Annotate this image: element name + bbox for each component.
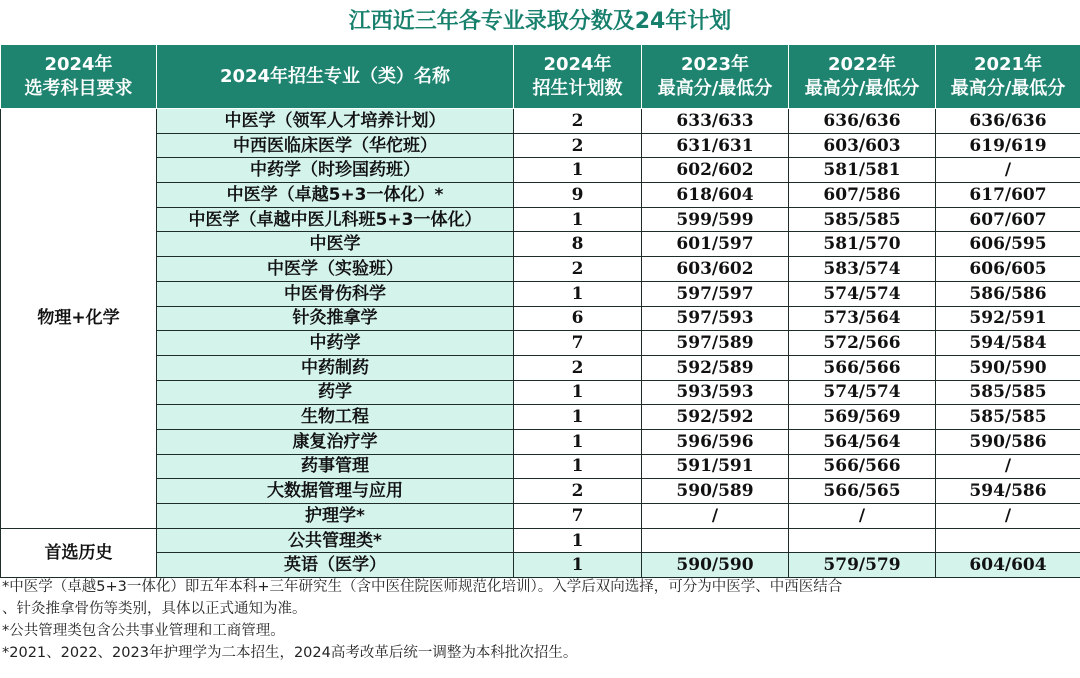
table-row	[1, 553, 1080, 578]
score-table	[0, 44, 1080, 578]
major-cell: 中药制药	[157, 355, 514, 380]
major-cell: 中医骨伤科学	[157, 281, 514, 306]
score-2023-cell: 590/590	[642, 553, 789, 578]
score-2023-cell: 602/602	[642, 158, 789, 183]
score-2021-cell: 594/586	[936, 479, 1080, 504]
footnote: *2021、2022、2023年护理学为二本招生，2024高考改革后统一调整为本科批次招生。	[2, 645, 578, 661]
header-2023: 2023年 最高分/最低分	[642, 45, 789, 109]
score-2023-cell: 633/633	[642, 109, 789, 134]
score-2022-cell: 607/586	[789, 183, 936, 208]
score-2021-cell: 590/590	[936, 355, 1080, 380]
major-cell: 中西医临床医学（华佗班）	[157, 133, 514, 158]
major-cell: 药事管理	[157, 454, 514, 479]
plan-count-cell: 7	[514, 331, 642, 356]
score-2021-cell: 590/586	[936, 429, 1080, 454]
score-2021-cell	[936, 528, 1080, 553]
score-2021-cell: 617/607	[936, 183, 1080, 208]
plan-count-cell: 1	[514, 207, 642, 232]
score-2023-cell: 603/602	[642, 257, 789, 282]
score-2023-cell	[642, 528, 789, 553]
table-row	[1, 429, 1080, 454]
major-cell: 生物工程	[157, 405, 514, 430]
score-2021-cell: 636/636	[936, 109, 1080, 134]
score-2023-cell: 591/591	[642, 454, 789, 479]
score-2021-cell: /	[936, 158, 1080, 183]
score-2023-cell: 590/589	[642, 479, 789, 504]
score-2021-cell: 585/585	[936, 405, 1080, 430]
score-2022-cell: /	[789, 504, 936, 529]
footnote: 、针灸推拿骨伤等类别，具体以正式通知为准。	[2, 601, 307, 617]
score-2023-cell: 592/592	[642, 405, 789, 430]
score-2023-cell: 597/589	[642, 331, 789, 356]
score-2023-cell: /	[642, 504, 789, 529]
footnote: *公共管理类包含公共事业管理和工商管理。	[2, 623, 285, 639]
score-2022-cell: 579/579	[789, 553, 936, 578]
plan-count-cell: 2	[514, 109, 642, 134]
score-2021-cell: 607/607	[936, 207, 1080, 232]
score-2021-cell: 586/586	[936, 281, 1080, 306]
header-row	[1, 45, 1080, 109]
plan-count-cell: 1	[514, 553, 642, 578]
major-cell: 中药学	[157, 331, 514, 356]
plan-count-cell: 1	[514, 158, 642, 183]
major-cell: 中医学（领军人才培养计划）	[157, 109, 514, 134]
table-row	[1, 281, 1080, 306]
plan-count-cell: 1	[514, 454, 642, 479]
table-row	[1, 355, 1080, 380]
table-body	[1, 109, 1080, 578]
table-row	[1, 158, 1080, 183]
table-row	[1, 454, 1080, 479]
table-row	[1, 232, 1080, 257]
plan-count-cell: 1	[514, 405, 642, 430]
score-2022-cell: 581/570	[789, 232, 936, 257]
major-cell: 康复治疗学	[157, 429, 514, 454]
major-cell: 中医学（实验班）	[157, 257, 514, 282]
plan-count-cell: 1	[514, 528, 642, 553]
score-2021-cell: /	[936, 504, 1080, 529]
score-2021-cell: 606/595	[936, 232, 1080, 257]
plan-count-cell: 1	[514, 429, 642, 454]
score-2021-cell: 594/584	[936, 331, 1080, 356]
score-2022-cell: 566/566	[789, 454, 936, 479]
table-row	[1, 331, 1080, 356]
table-row	[1, 257, 1080, 282]
major-cell: 药学	[157, 380, 514, 405]
score-2022-cell: 583/574	[789, 257, 936, 282]
score-2021-cell: 606/605	[936, 257, 1080, 282]
major-cell: 中医学（卓越中医儿科班5+3一体化）	[157, 207, 514, 232]
score-2023-cell: 597/593	[642, 306, 789, 331]
header-plan-count: 2024年 招生计划数	[514, 45, 642, 109]
table-row	[1, 504, 1080, 529]
major-cell: 中药学（时珍国药班）	[157, 158, 514, 183]
major-cell: 针灸推拿学	[157, 306, 514, 331]
score-2022-cell: 636/636	[789, 109, 936, 134]
major-cell: 英语（医学）	[157, 553, 514, 578]
major-cell: 中医学（卓越5+3一体化）*	[157, 183, 514, 208]
subject-group-cell: 首选历史	[1, 528, 157, 577]
score-2023-cell: 631/631	[642, 133, 789, 158]
header-subject-requirement: 2024年 选考科目要求	[1, 45, 157, 109]
table-row	[1, 380, 1080, 405]
plan-count-cell: 2	[514, 479, 642, 504]
major-cell: 护理学*	[157, 504, 514, 529]
score-2022-cell: 574/574	[789, 281, 936, 306]
score-2023-cell: 592/589	[642, 355, 789, 380]
score-2023-cell: 601/597	[642, 232, 789, 257]
score-2022-cell: 581/581	[789, 158, 936, 183]
plan-count-cell: 6	[514, 306, 642, 331]
score-2022-cell: 603/603	[789, 133, 936, 158]
score-2021-cell: 604/604	[936, 553, 1080, 578]
table-row	[1, 133, 1080, 158]
score-2022-cell: 573/564	[789, 306, 936, 331]
page-title: 江西近三年各专业录取分数及24年计划	[348, 9, 732, 34]
score-2021-cell: /	[936, 454, 1080, 479]
score-2023-cell: 596/596	[642, 429, 789, 454]
score-2022-cell: 564/564	[789, 429, 936, 454]
score-2022-cell: 572/566	[789, 331, 936, 356]
plan-count-cell: 8	[514, 232, 642, 257]
score-2022-cell: 574/574	[789, 380, 936, 405]
score-2021-cell: 585/585	[936, 380, 1080, 405]
score-2021-cell: 592/591	[936, 306, 1080, 331]
major-cell: 中医学	[157, 232, 514, 257]
score-2022-cell: 566/565	[789, 479, 936, 504]
table-row	[1, 479, 1080, 504]
table-row	[1, 405, 1080, 430]
major-cell: 大数据管理与应用	[157, 479, 514, 504]
plan-count-cell: 2	[514, 355, 642, 380]
score-2023-cell: 597/597	[642, 281, 789, 306]
header-2021: 2021年 最高分/最低分	[936, 45, 1080, 109]
table-row	[1, 528, 1080, 553]
score-2022-cell	[789, 528, 936, 553]
table-row	[1, 109, 1080, 134]
header-major-name: 2024年招生专业（类）名称	[157, 45, 514, 109]
score-2022-cell: 566/566	[789, 355, 936, 380]
footnote: *中医学（卓越5+3一体化）即五年本科+三年研究生（含中医住院医师规范化培训）。入学后双向选择，可分为中医学、中西医结合	[2, 579, 843, 595]
table-row	[1, 183, 1080, 208]
table-row	[1, 207, 1080, 232]
score-2023-cell: 618/604	[642, 183, 789, 208]
score-2021-cell: 619/619	[936, 133, 1080, 158]
header-2022: 2022年 最高分/最低分	[789, 45, 936, 109]
score-2022-cell: 585/585	[789, 207, 936, 232]
subject-group-cell: 物理+化学	[1, 109, 157, 529]
table-row	[1, 306, 1080, 331]
plan-count-cell: 7	[514, 504, 642, 529]
plan-count-cell: 2	[514, 133, 642, 158]
score-2023-cell: 599/599	[642, 207, 789, 232]
score-2023-cell: 593/593	[642, 380, 789, 405]
plan-count-cell: 1	[514, 380, 642, 405]
footnotes	[0, 576, 1078, 664]
major-cell: 公共管理类*	[157, 528, 514, 553]
plan-count-cell: 2	[514, 257, 642, 282]
plan-count-cell: 9	[514, 183, 642, 208]
score-2022-cell: 569/569	[789, 405, 936, 430]
plan-count-cell: 1	[514, 281, 642, 306]
